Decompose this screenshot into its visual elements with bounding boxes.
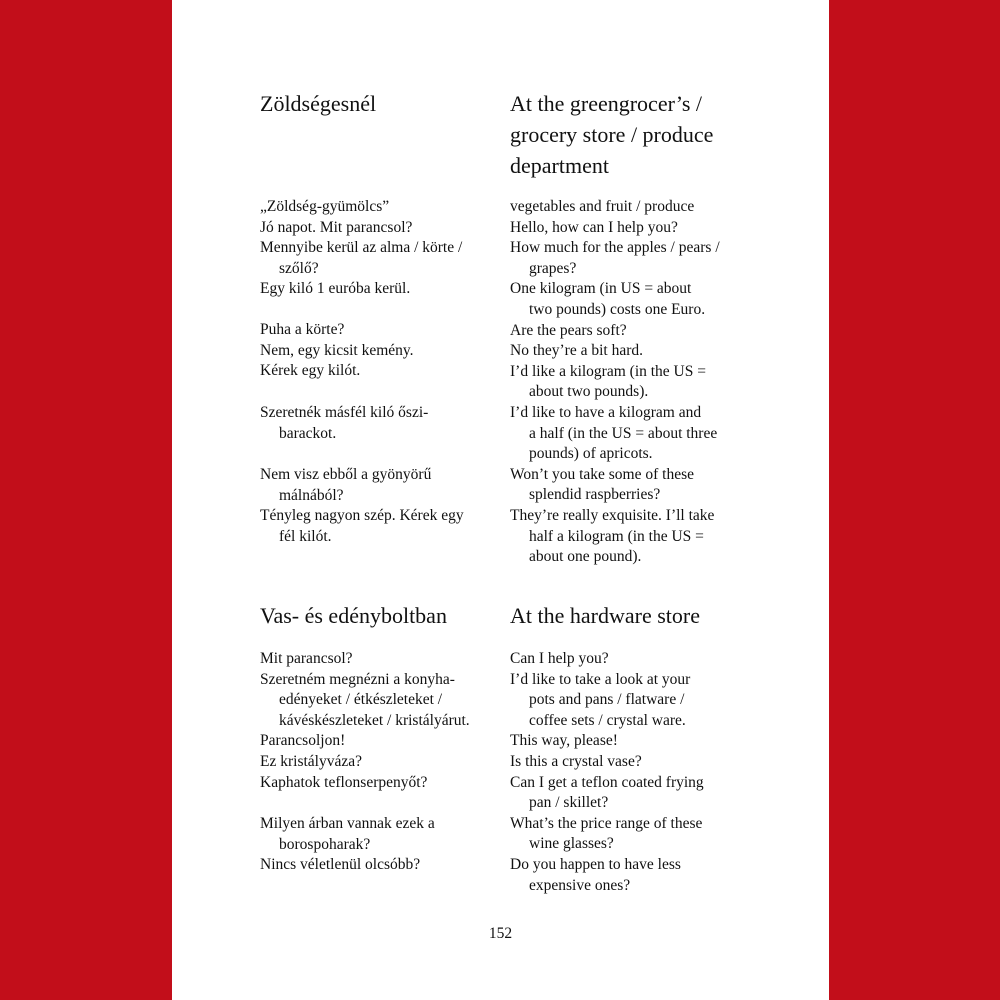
en-phrase: This way, please!: [510, 732, 618, 750]
page-number: 152: [488, 925, 513, 942]
hu-phrase: Nem, egy kicsit kemény.: [260, 341, 414, 359]
hu-phrase: Tényleg nagyon szép. Kérek egy fél kilót.: [260, 507, 464, 545]
en-phrase: How much for the apples / pears / grapes?: [510, 239, 720, 277]
en-phrase: I’d like to take a look at your pots and pans / flatware / coffee sets / crystal ware.: [510, 670, 691, 729]
section-title-en-line: department: [510, 153, 609, 178]
en-phrase: No they’re a bit hard.: [510, 342, 643, 360]
hu-phrase: Szeretnék másfél kiló őszi- barackot.: [260, 404, 429, 442]
hu-phrase: Szeretném megnézni a konyha- edényeket / étkészleteket / kávéskészleteket / kristályárut.: [260, 670, 470, 729]
hu-phrase: Kérek egy kilót.: [260, 362, 361, 380]
hu-phrase-group: [260, 403, 500, 444]
section-title-en-line: grocery store / produce: [510, 122, 714, 147]
hu-phrase: „Zöldség-gyümölcs”: [260, 198, 390, 215]
en-phrase: What’s the price range of these wine glasses?: [510, 814, 703, 853]
hu-phrase: Jó napot. Mit parancsol?: [260, 218, 413, 236]
en-phrase: Can I help you?: [510, 650, 609, 667]
hu-phrase-group: [260, 814, 500, 876]
hu-phrase-group: [260, 465, 500, 547]
en-phrase: vegetables and fruit / produce: [510, 198, 695, 215]
hu-phrase: Nem visz ebből a gyönyörű málnából?: [260, 466, 432, 504]
en-phrase: Do you happen to have less expensive ones?: [510, 855, 681, 894]
en-phrase: Can I get a teflon coated frying pan / skillet?: [510, 773, 704, 812]
en-phrase: Won’t you take some of these splendid raspberries?: [510, 465, 694, 504]
hu-phrase: Nincs véletlenül olcsóbb?: [260, 856, 421, 874]
section-title-hu: Vas- és edényboltban: [260, 603, 447, 628]
en-phrase: They’re really exquisite. I’ll take half a kilogram (in the US = about one pound).: [510, 506, 715, 566]
section-title-en: At the hardware store: [510, 603, 700, 628]
en-phrase: I’d like a kilogram (in the US = about two pounds).: [510, 362, 706, 401]
hu-phrase: Milyen árban vannak ezek a borospoharak?: [260, 815, 435, 853]
hu-phrase-group: [260, 649, 500, 793]
hu-phrase: Parancsoljon!: [260, 732, 346, 750]
en-phrase-group: [510, 649, 750, 896]
hu-phrase: Egy kiló 1 euróba kerül.: [260, 280, 411, 298]
book-page: [172, 0, 829, 1000]
en-phrase: I’d like to have a kilogram and a half (in the US = about three pounds) of apricots.: [510, 403, 718, 463]
hu-phrase: Puha a körte?: [260, 321, 345, 338]
hu-phrase: Ez kristályváza?: [260, 752, 362, 770]
section-title-en-line: At the greengrocer’s /: [510, 91, 703, 116]
en-phrase: Are the pears soft?: [510, 321, 627, 339]
hu-phrase-group: [260, 197, 500, 300]
en-phrase: Is this a crystal vase?: [510, 752, 642, 770]
hu-phrase: Mit parancsol?: [260, 650, 353, 667]
en-phrase: Hello, how can I help you?: [510, 218, 678, 236]
section-title-hu: Zöldségesnél: [260, 91, 377, 116]
hu-phrase-group: [260, 320, 500, 382]
section-title-en: [510, 88, 713, 181]
en-phrase: One kilogram (in US = about two pounds) costs one Euro.: [510, 280, 706, 318]
hu-phrase: Mennyibe kerül az alma / körte / szőlő?: [260, 239, 463, 277]
en-phrase-group: [510, 197, 750, 568]
hu-phrase: Kaphatok teflonserpenyőt?: [260, 773, 428, 791]
